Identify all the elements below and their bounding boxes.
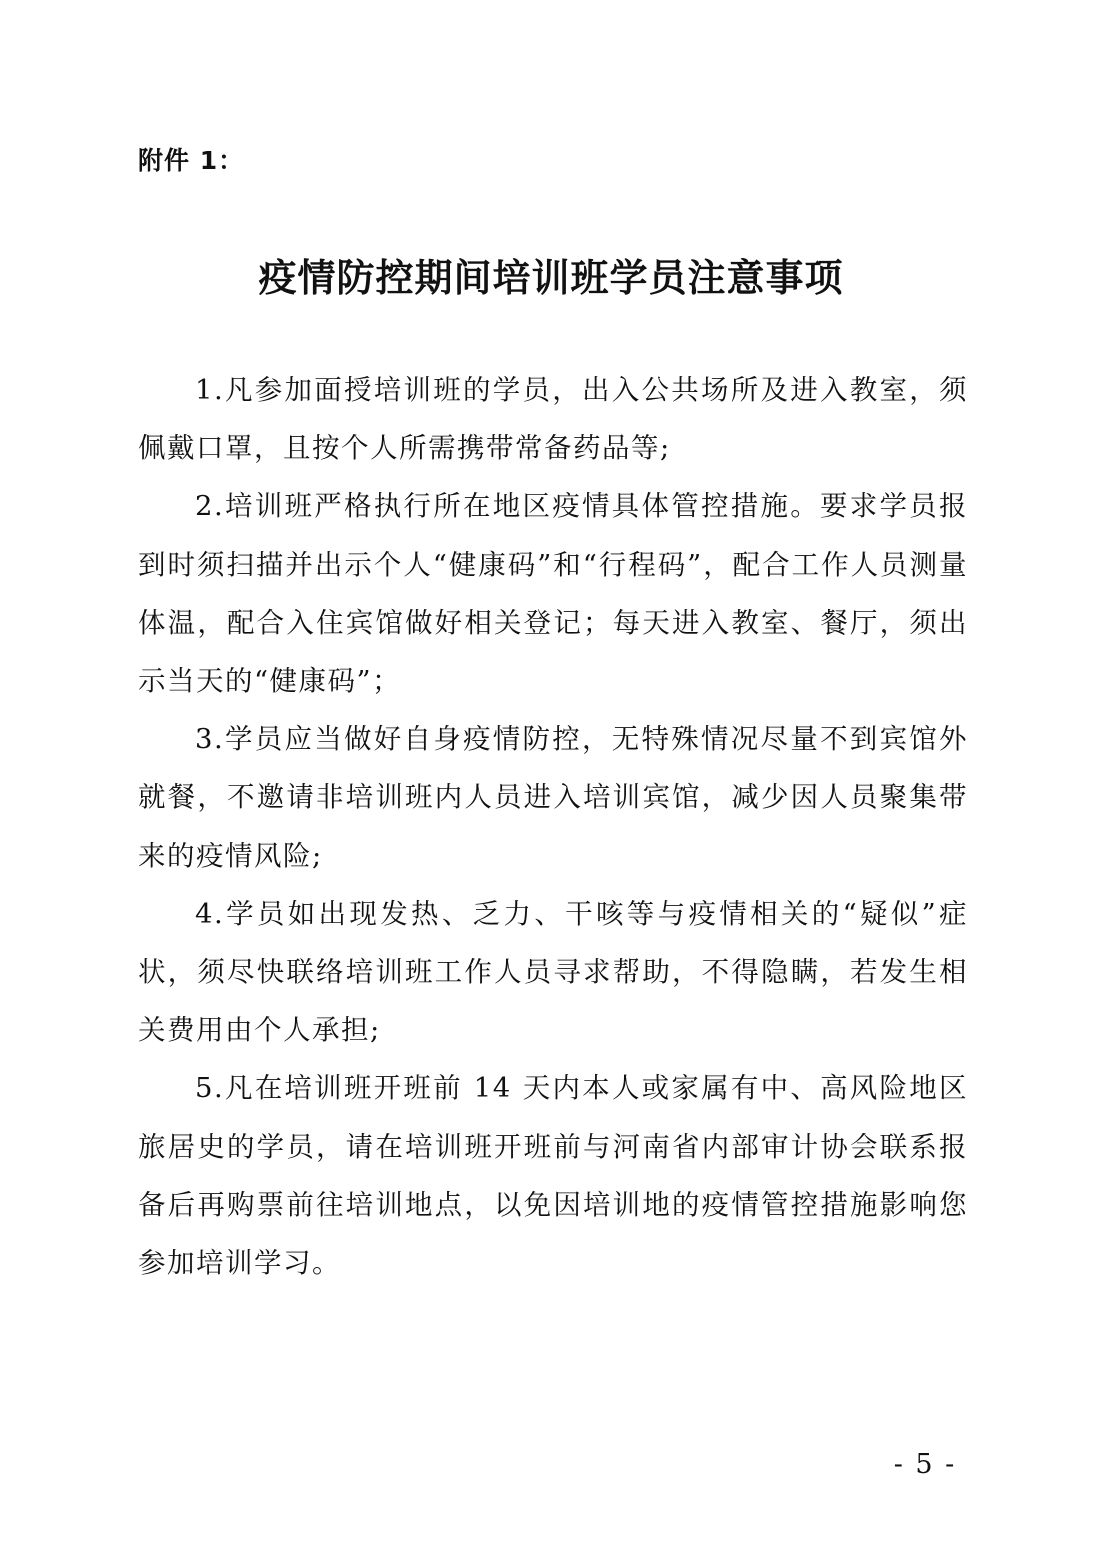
notice-item-4: 4.学员如出现发热、乏力、干咳等与疫情相关的“疑似”症状，须尽快联络培训班工作人员寻求帮助，不得隐瞒，若发生相关费用由个人承担;: [138, 897, 968, 1047]
notice-item-2: 2.培训班严格执行所在地区疫情具体管控措施。要求学员报到时须扫描并出示个人“健康码”和“行程码”，配合工作人员测量体温，配合入住宾馆做好相关登记；每天进入教室、餐厅，须出示当天的“健康码”；: [138, 490, 968, 698]
page-number: - 5 -: [893, 1449, 957, 1480]
notice-item-3: 3.学员应当做好自身疫情防控，无特殊情况尽量不到宾馆外就餐，不邀请非培训班内人员进入培训宾馆，减少因人员聚集带来的疫情风险;: [138, 723, 968, 872]
notice-body: [138, 361, 968, 1292]
document-title: 疫情防控期间培训班学员注意事项: [258, 256, 844, 300]
attachment-label: 附件 1：: [138, 146, 245, 175]
notice-item-5: 5.凡在培训班开班前 14 天内本人或家属有中、高风险地区旅居史的学员，请在培训班开班前与河南省内部审计协会联系报备后再购票前往培训地点，以免因培训地的疫情管控措施影响您参加培训学习。: [138, 1072, 968, 1280]
notice-item-1: 1.凡参加面授培训班的学员，出入公共场所及进入教室，须佩戴口罩，且按个人所需携带常备药品等;: [138, 374, 968, 465]
